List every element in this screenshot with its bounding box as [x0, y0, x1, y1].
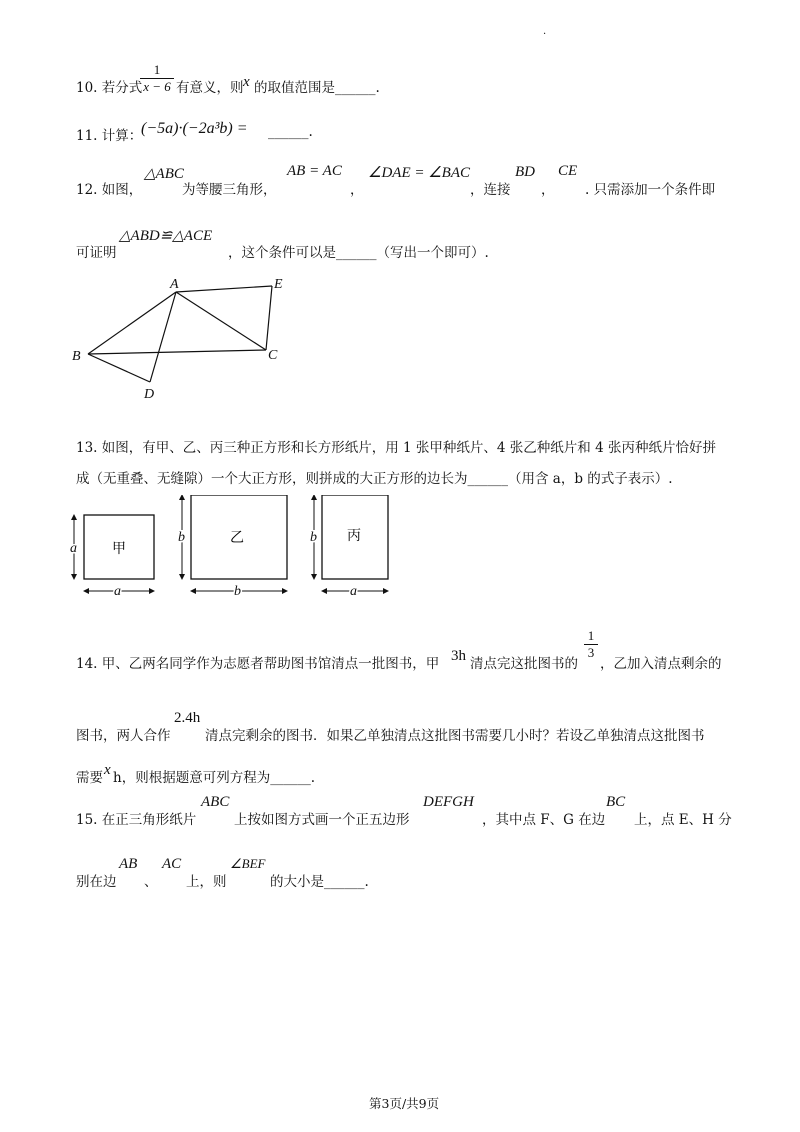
- q15-ab: AB: [119, 856, 138, 872]
- segment-ec: [266, 286, 272, 350]
- q14-line3-b: h，则根据题意可列方程为______.: [113, 770, 315, 786]
- q14-line1-c: ，乙加入清点剩余的: [600, 656, 722, 672]
- q14-line3-a: 需要: [76, 770, 103, 786]
- shape-bing-label: 丙: [347, 529, 361, 544]
- q14-line1: 14. 甲、乙两名同学作为志愿者帮助图书馆清点一批图书，甲: [76, 656, 440, 672]
- label-e: E: [274, 277, 283, 292]
- q11-prefix: 11. 计算：: [76, 128, 143, 144]
- q14-var: x: [104, 762, 111, 778]
- shape-jia-label: 甲: [112, 542, 126, 557]
- q14-line1-b: 清点完这批图书的: [470, 656, 578, 672]
- q12-line1-c: ，连接: [470, 182, 511, 198]
- page-number: 第3页/共9页: [369, 1096, 440, 1111]
- q15-line2-a: 别在边: [76, 874, 117, 890]
- q12-congruence: △ABD≌△ACE: [119, 228, 213, 244]
- q10-var: x: [243, 74, 250, 90]
- segment-ad: [150, 292, 176, 382]
- segment-ac: [176, 292, 266, 350]
- q14-hours1: 3h: [451, 648, 466, 664]
- q15-angle: ∠BEF: [230, 856, 266, 871]
- q15-line1-a: 15. 在正三角形纸片: [76, 812, 197, 828]
- q12-line1-b: 为等腰三角形，: [182, 182, 277, 198]
- q12-ce: CE: [558, 163, 578, 179]
- shape-jia: [70, 515, 154, 599]
- shape-bing: [310, 495, 388, 599]
- q12-comma1: ，: [350, 182, 364, 198]
- segment-bd: [88, 354, 150, 382]
- label-c: C: [268, 348, 278, 363]
- label-a: A: [170, 277, 179, 292]
- segment-ab: [88, 292, 176, 354]
- q12-line1-a: 12. 如图，: [76, 182, 143, 198]
- segment-bc: [88, 350, 266, 354]
- q14-line2-a: 图书，两人合作: [76, 728, 171, 744]
- q15-line2-b: 上，则: [186, 874, 227, 890]
- shape-yi-side: b: [178, 530, 185, 545]
- q14-frac-num: 1: [584, 628, 598, 645]
- q12-bd: BD: [515, 164, 535, 180]
- q14-hours2: 2.4h: [174, 710, 201, 726]
- q15-defgh: DEFGH: [423, 794, 474, 810]
- q14-frac-den: 3: [587, 645, 595, 660]
- q12-triangle-figure: [60, 270, 320, 410]
- q15-line1-c: ，其中点 F、G 在边: [482, 812, 606, 828]
- header-dot: .: [543, 26, 547, 37]
- q12-comma2: ，: [541, 182, 555, 198]
- label-b: B: [72, 349, 81, 364]
- q10-suffix-b: 的取值范围是______.: [254, 80, 380, 96]
- q12-line2-b: ，这个条件可以是______（写出一个即可）.: [228, 245, 489, 261]
- q12-line2-a: 可证明: [76, 245, 117, 261]
- shape-yi-bottom: b: [234, 584, 241, 599]
- q14-line2-b: 清点完剩余的图书．如果乙单独清点这批图书需要几小时？若设乙单独清点这批图书: [205, 728, 705, 744]
- q14-fraction: [584, 628, 598, 661]
- shape-jia-side: a: [70, 541, 77, 556]
- q15-abc: ABC: [201, 794, 230, 810]
- q15-bc: BC: [606, 794, 626, 810]
- q15-line2-c: 的大小是______.: [270, 874, 369, 890]
- q15-line1-b: 上按如图方式画一个正五边形: [234, 812, 410, 828]
- q15-ac: AC: [162, 856, 182, 872]
- q12-eq1: AB = AC: [287, 163, 342, 179]
- segment-ae: [176, 286, 272, 292]
- q15-sep: 、: [144, 874, 158, 890]
- shape-yi: [178, 495, 287, 599]
- q12-eq2: ∠DAE = ∠BAC: [368, 165, 471, 181]
- q12-tri-abc: △ABC: [144, 166, 184, 182]
- shape-yi-label: 乙: [230, 531, 244, 546]
- q10-prefix: 10. 若分式: [76, 80, 143, 96]
- shape-jia-bottom: a: [114, 584, 121, 599]
- shape-bing-side: b: [310, 530, 317, 545]
- label-d: D: [144, 387, 155, 402]
- q13-shapes-figure: [60, 495, 410, 605]
- q11-blank: ______.: [268, 124, 313, 140]
- q13-line2: 成（无重叠、无缝隙）一个大正方形，则拼成的大正方形的边长为______（用含 a，b 的式子表示）.: [76, 471, 673, 487]
- q10-suffix-a: 有意义，则: [176, 80, 244, 96]
- q12-line1-d: . 只需添加一个条件即: [585, 182, 716, 198]
- q11-expression: (−5a)·(−2a³b) =: [141, 120, 248, 137]
- q10-frac-den: x − 6: [143, 79, 171, 94]
- q10-fraction: [140, 62, 174, 95]
- q10-frac-num: 1: [140, 62, 174, 79]
- shape-bing-bottom: a: [350, 584, 357, 599]
- q15-line1-d: 上，点 E、H 分: [634, 812, 732, 828]
- q13-line1: 13. 如图，有甲、乙、丙三种正方形和长方形纸片，用 1 张甲种纸片、4 张乙种纸片和 4 张丙种纸片恰好拼: [76, 440, 716, 456]
